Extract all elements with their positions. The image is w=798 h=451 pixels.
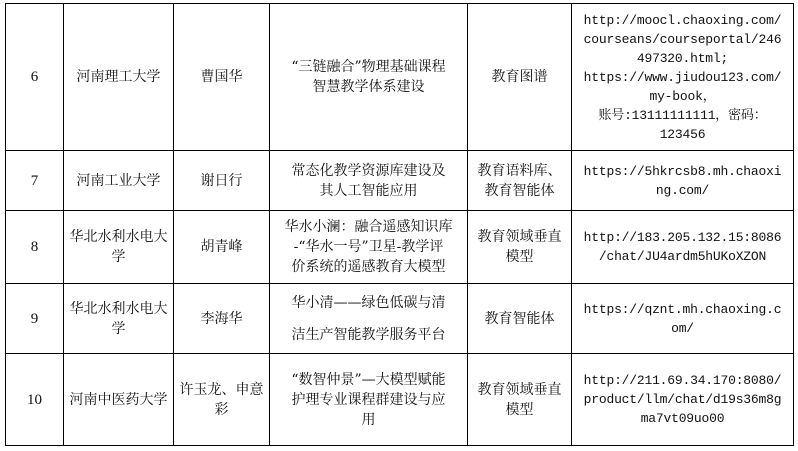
project-line: 护理专业课程群建设与应	[291, 391, 446, 408]
project-line: 其人工智能应用	[319, 182, 418, 199]
account-line: 账号:13111111111，密码：	[598, 107, 767, 123]
leader-cell	[174, 4, 270, 151]
category-cell	[468, 4, 572, 151]
link-cell	[572, 4, 794, 151]
leader-name: 胡青峰	[200, 239, 243, 255]
project-line: “数智仲景”—大模型赋能	[291, 371, 446, 388]
category-cell	[468, 284, 572, 354]
link-line[interactable]: http://moocl.chaoxing.com/	[583, 12, 782, 28]
project-line: 华水小澜：融合遥感知识库	[284, 219, 453, 235]
table-row	[6, 4, 794, 151]
school-name: 河南中医药大学	[69, 391, 168, 408]
link-line[interactable]: ng.com/	[655, 182, 710, 198]
link-line[interactable]: my-book，	[649, 88, 716, 104]
project-cell	[270, 354, 468, 446]
link-line[interactable]: 497320.html;	[636, 50, 729, 66]
projects-table	[5, 3, 794, 446]
leader-name: 李海华	[200, 310, 243, 327]
link-line[interactable]: http://211.69.34.170:8080/	[583, 373, 782, 388]
project-line: 华小清——绿色低碳与清	[291, 294, 446, 311]
leader-name: 谢日行	[200, 172, 243, 189]
category-text: 教育领域垂直模型	[477, 229, 562, 265]
school-name: 河南工业大学	[76, 172, 161, 189]
project-line: 洁生产智能教学服务平台	[291, 326, 446, 343]
school-cell	[64, 211, 174, 284]
category-text: 教育智能体	[484, 310, 555, 327]
project-line: -“华水一号”卫星-教学评	[293, 239, 444, 255]
link-line[interactable]: /chat/JU4ardm5hUKoXZON	[598, 249, 767, 264]
school-cell	[64, 354, 174, 446]
link-line[interactable]: https://qznt.mh.chaoxing.c	[583, 301, 782, 317]
school-name: 华北水利水电大学	[69, 300, 168, 337]
category-cell	[468, 151, 572, 211]
table-row	[6, 151, 794, 211]
link-line[interactable]: https://www.jiudou123.com/	[583, 69, 782, 85]
link-cell	[572, 211, 794, 284]
link-cell	[572, 284, 794, 354]
school-cell	[64, 284, 174, 354]
project-line: “三链融合”物理基础课程	[291, 59, 446, 75]
school-name: 华北水利水电大学	[69, 229, 168, 265]
link-line[interactable]: courseans/courseportal/246	[583, 31, 782, 47]
project-cell	[270, 284, 468, 354]
link-cell	[572, 151, 794, 211]
link-line[interactable]: om/	[671, 320, 694, 336]
leader-cell	[174, 284, 270, 354]
leader-name: 许玉龙、申意彩	[179, 381, 264, 418]
leader-cell	[174, 354, 270, 446]
category-cell	[468, 354, 572, 446]
project-line: 价系统的遥感教育大模型	[291, 259, 446, 275]
link-line[interactable]: https://5hkrcsb8.mh.chaoxi	[583, 163, 782, 179]
row-number: 8	[6, 211, 64, 284]
category-cell	[468, 211, 572, 284]
leader-cell	[174, 151, 270, 211]
link-line[interactable]: ma7vt09uo00	[640, 411, 725, 426]
row-number: 10	[6, 354, 64, 446]
school-cell	[64, 4, 174, 151]
project-cell	[270, 211, 468, 284]
project-line: 常态化教学资源库建设及	[291, 162, 446, 179]
row-number: 6	[6, 4, 64, 151]
link-cell	[572, 354, 794, 446]
table-row	[6, 284, 794, 354]
project-cell	[270, 4, 468, 151]
category-text: 教育领域垂直模型	[477, 381, 562, 418]
link-line[interactable]: http://183.205.132.15:8086	[583, 230, 782, 245]
leader-cell	[174, 211, 270, 284]
project-cell	[270, 151, 468, 211]
password-line: 123456	[659, 126, 706, 142]
category-text: 教育语料库、教育智能体	[477, 162, 562, 199]
category-text: 教育图谱	[491, 69, 548, 85]
leader-name: 曹国华	[200, 69, 243, 85]
link-line[interactable]: product/llm/chat/d19s36m8g	[583, 392, 782, 407]
row-number: 9	[6, 284, 64, 354]
school-name: 河南理工大学	[76, 69, 161, 85]
project-line: 用	[361, 411, 376, 428]
row-number: 7	[6, 151, 64, 211]
school-cell	[64, 151, 174, 211]
project-line: 智慧教学体系建设	[312, 79, 425, 95]
table-row	[6, 354, 794, 446]
table-row	[6, 211, 794, 284]
